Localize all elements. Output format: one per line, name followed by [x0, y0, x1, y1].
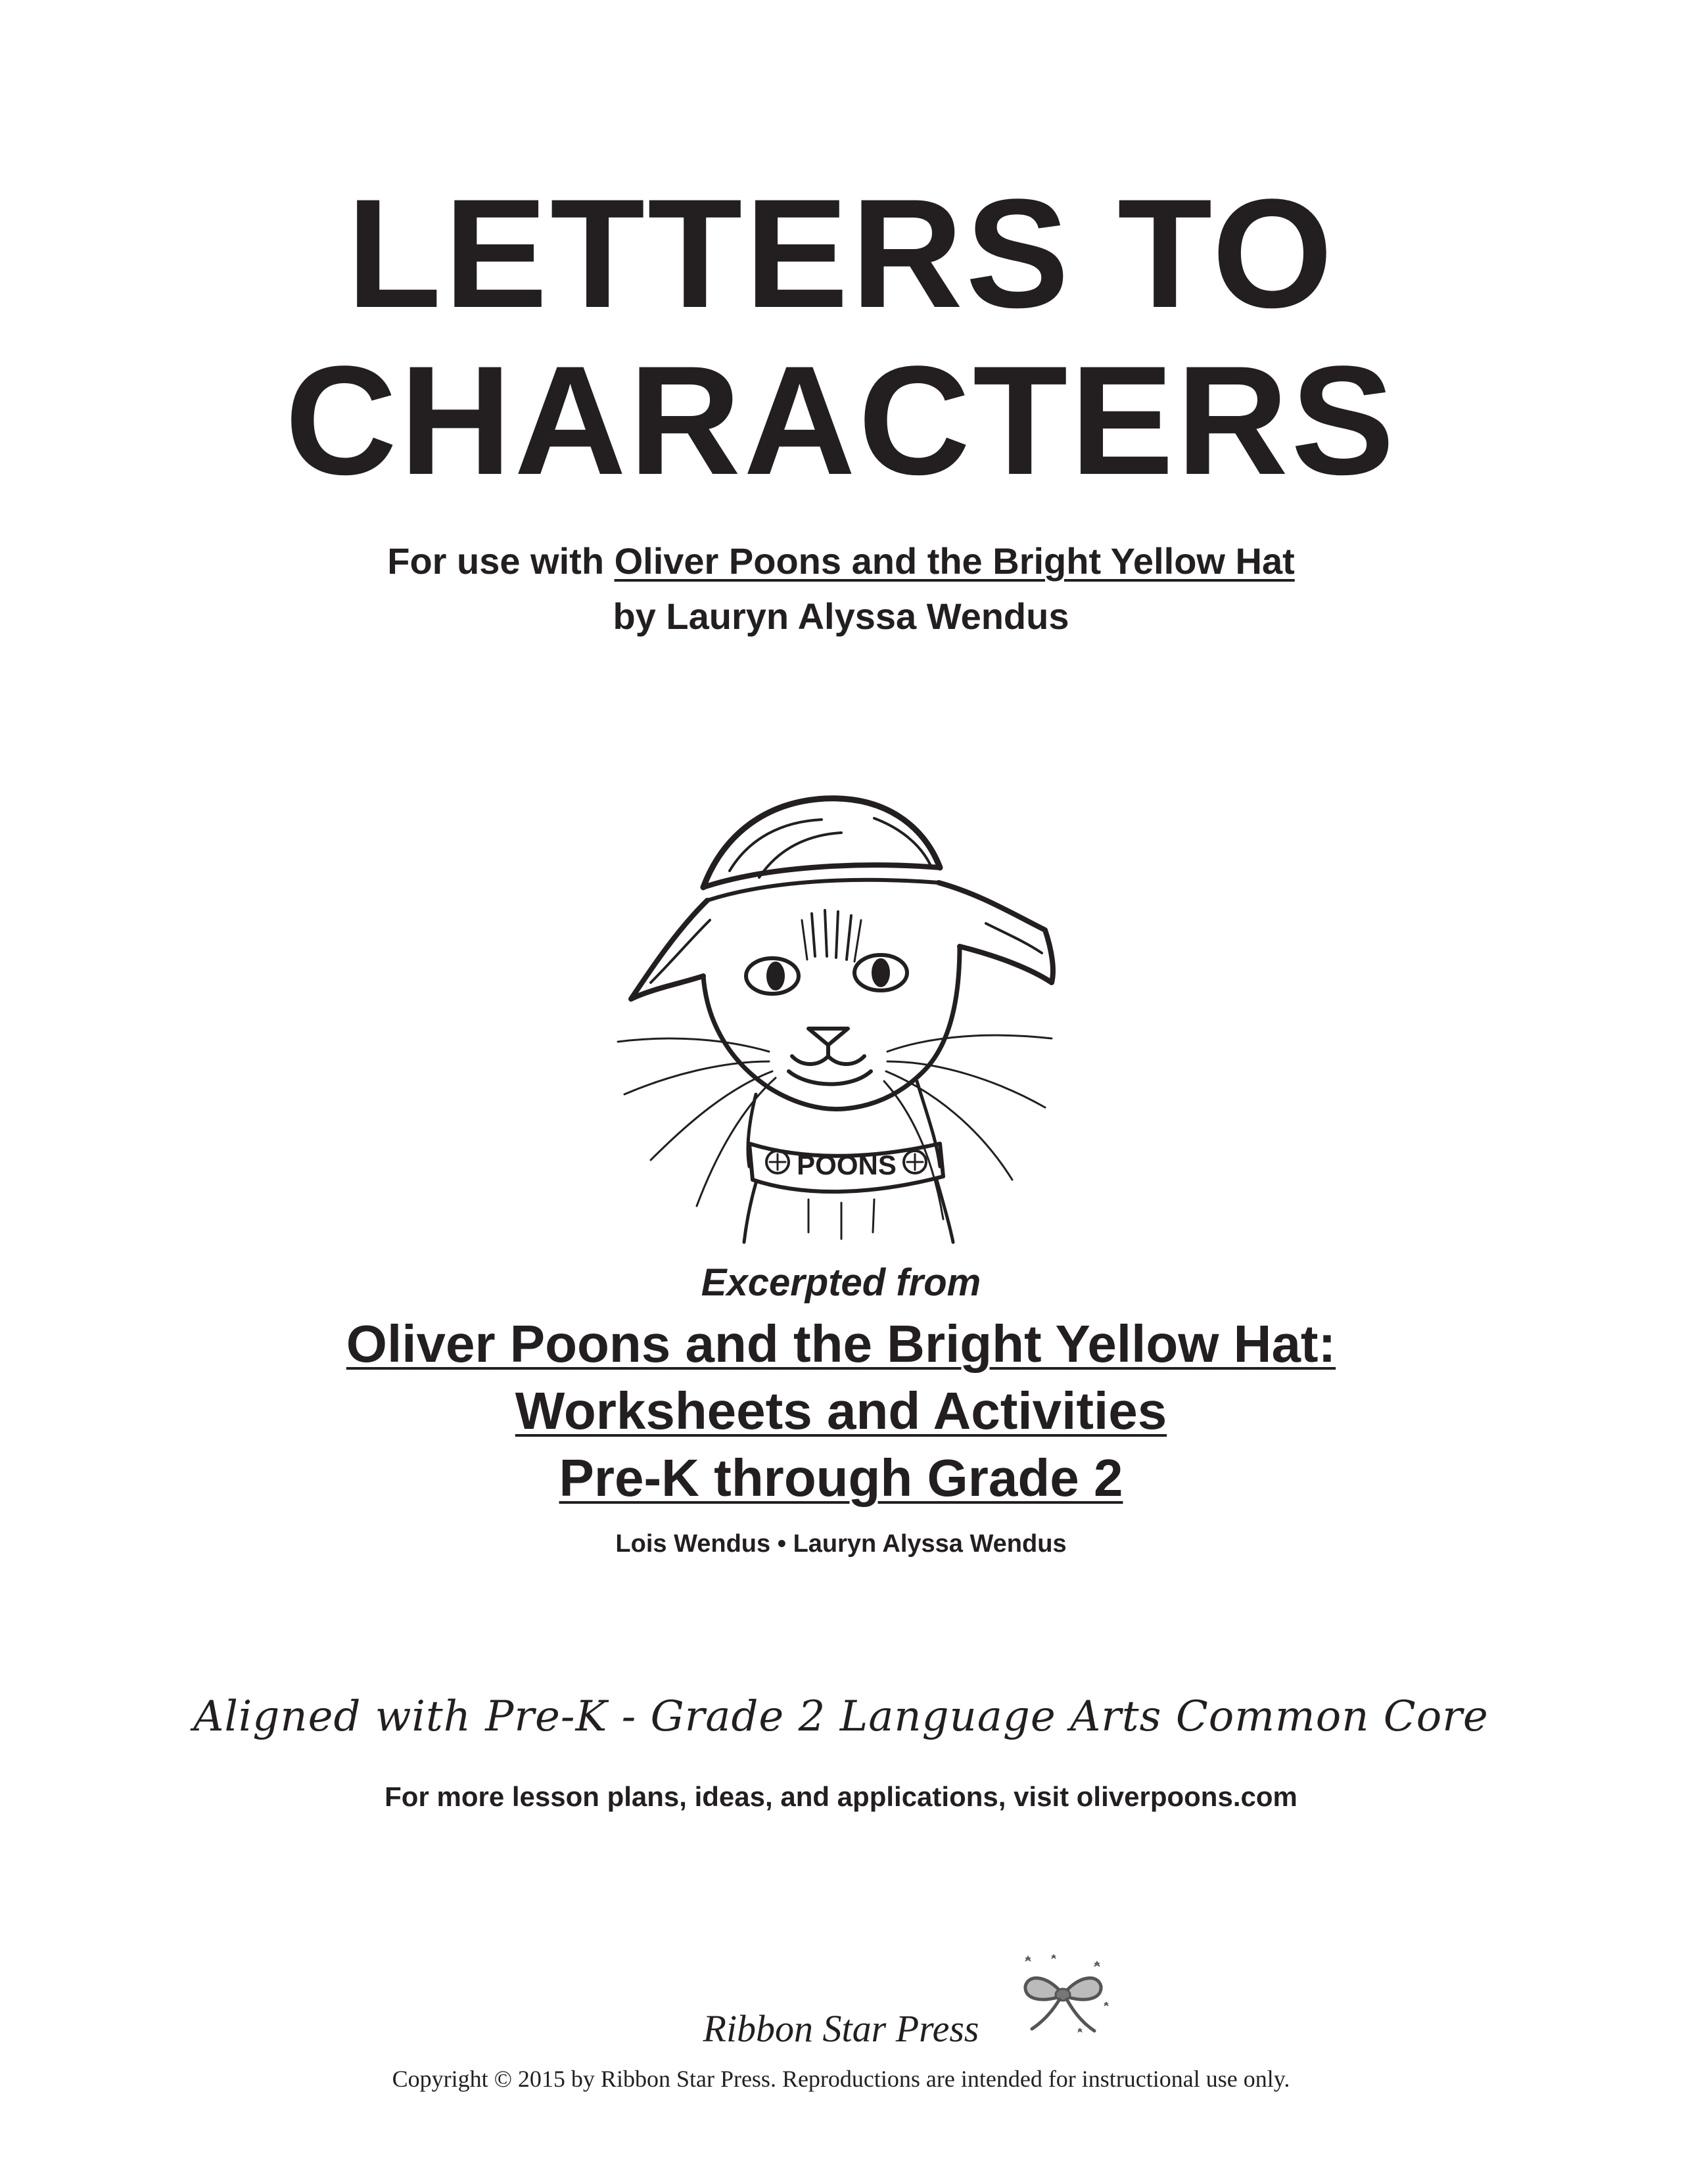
- page-title-line-1: LETTERS TO: [346, 167, 1336, 340]
- publisher-name: Ribbon Star Press: [703, 2007, 979, 2050]
- subtitle-prefix: For use with: [387, 540, 615, 582]
- subtitle-byline: by Lauryn Alyssa Wendus: [613, 595, 1069, 637]
- subtitle-line: [0, 540, 1682, 582]
- book-authors: Lois Wendus • Lauryn Alyssa Wendus: [615, 1530, 1067, 1558]
- book-title-line-3: Pre-K through Grade 2: [559, 1449, 1123, 1507]
- subtitle-book-title: Oliver Poons and the Bright Yellow Hat: [614, 540, 1295, 582]
- collar-label: POONS: [797, 1150, 897, 1180]
- copyright-notice: Copyright © 2015 by Ribbon Star Press. Reproductions are intended for instructional use only.: [392, 2066, 1290, 2092]
- book-title-line-2: Worksheets and Activities: [515, 1382, 1167, 1440]
- book-title-line-1: Oliver Poons and the Bright Yellow Hat:: [346, 1314, 1336, 1373]
- common-core-alignment: Aligned with Pre-K - Grade 2 Language Arts Common Core: [193, 1692, 1489, 1741]
- cat-in-hat-icon: [592, 772, 1104, 1245]
- excerpt-label: Excerpted from: [701, 1261, 981, 1304]
- more-info-text: For more lesson plans, ideas, and applications, visit oliverpoons.com: [385, 1781, 1297, 1812]
- page-title-line-2: CHARACTERS: [285, 334, 1397, 507]
